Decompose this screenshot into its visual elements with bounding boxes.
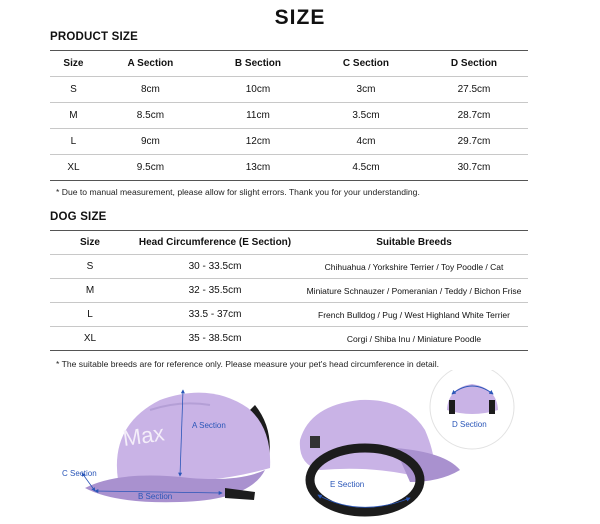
inset-strap-left bbox=[449, 400, 455, 414]
table-row bbox=[50, 279, 528, 303]
table-cell: L bbox=[50, 303, 130, 327]
table-cell: 28.7cm bbox=[420, 103, 528, 129]
column-header: A Section bbox=[97, 51, 204, 77]
table-cell: 12cm bbox=[204, 129, 312, 155]
page-title: SIZE bbox=[274, 6, 326, 29]
column-header: Suitable Breeds bbox=[300, 231, 528, 255]
cap-illustration bbox=[0, 370, 600, 524]
table-cell: L bbox=[50, 129, 97, 155]
table-cell: 4.5cm bbox=[312, 155, 420, 181]
column-header: C Section bbox=[312, 51, 420, 77]
table-cell: M bbox=[50, 279, 130, 303]
table-cell: 4cm bbox=[312, 129, 420, 155]
table-row bbox=[50, 327, 528, 351]
a-section-label: A Section bbox=[192, 421, 226, 430]
dog-size-table bbox=[50, 230, 528, 351]
table-cell: Corgi / Shiba Inu / Miniature Poodle bbox=[300, 327, 528, 351]
table-cell: French Bulldog / Pug / West Highland White Terrier bbox=[300, 303, 528, 327]
cap-front-view bbox=[62, 390, 270, 502]
product-size-table bbox=[50, 50, 528, 181]
table-cell: XL bbox=[50, 155, 97, 181]
cap-logo: Max bbox=[121, 420, 166, 451]
table-cell: 32 - 35.5cm bbox=[130, 279, 300, 303]
table-cell: S bbox=[50, 77, 97, 103]
table-row bbox=[50, 77, 528, 103]
table-cell: 8cm bbox=[97, 77, 204, 103]
measurement-note: * Due to manual measurement, please allow for slight errors. Thank you for your understanding. bbox=[56, 187, 420, 197]
table-cell: 30.7cm bbox=[420, 155, 528, 181]
table-cell: S bbox=[50, 255, 130, 279]
table-cell: 30 - 33.5cm bbox=[130, 255, 300, 279]
table-row bbox=[50, 129, 528, 155]
table-cell: 33.5 - 37cm bbox=[130, 303, 300, 327]
d-section-label: D Section bbox=[452, 420, 487, 429]
table-cell: M bbox=[50, 103, 97, 129]
table-cell: XL bbox=[50, 327, 130, 351]
cap-tag bbox=[310, 436, 320, 448]
table-cell: 3cm bbox=[312, 77, 420, 103]
c-section-label: C Section bbox=[62, 469, 97, 478]
table-cell: 29.7cm bbox=[420, 129, 528, 155]
column-header: D Section bbox=[420, 51, 528, 77]
e-section-label: E Section bbox=[330, 480, 365, 489]
table-cell: 13cm bbox=[204, 155, 312, 181]
table-row bbox=[50, 303, 528, 327]
product-size-heading: PRODUCT SIZE bbox=[50, 31, 139, 43]
table-cell: 10cm bbox=[204, 77, 312, 103]
table-row bbox=[50, 155, 528, 181]
table-cell: 3.5cm bbox=[312, 103, 420, 129]
inset-strap-right bbox=[489, 400, 495, 414]
table-cell: 11cm bbox=[204, 103, 312, 129]
b-section-label: B Section bbox=[138, 492, 173, 501]
table-row bbox=[50, 103, 528, 129]
table-cell: 35 - 38.5cm bbox=[130, 327, 300, 351]
table-header-row bbox=[50, 51, 528, 77]
table-cell: Miniature Schnauzer / Pomeranian / Teddy / Bichon Frise bbox=[300, 279, 528, 303]
column-header: Head Circumference (E Section) bbox=[130, 231, 300, 255]
table-cell: 9.5cm bbox=[97, 155, 204, 181]
table-cell: 8.5cm bbox=[97, 103, 204, 129]
dog-size-heading: DOG SIZE bbox=[50, 211, 107, 223]
table-cell: Chihuahua / Yorkshire Terrier / Toy Poodle / Cat bbox=[300, 255, 528, 279]
table-cell: 27.5cm bbox=[420, 77, 528, 103]
table-cell: 9cm bbox=[97, 129, 204, 155]
column-header: Size bbox=[50, 231, 130, 255]
table-row bbox=[50, 255, 528, 279]
d-section-inset bbox=[430, 370, 514, 449]
column-header: Size bbox=[50, 51, 97, 77]
breed-reference-note: * The suitable breeds are for reference only. Please measure your pet's head circumference in detail. bbox=[56, 359, 439, 369]
column-header: B Section bbox=[204, 51, 312, 77]
table-header-row bbox=[50, 231, 528, 255]
